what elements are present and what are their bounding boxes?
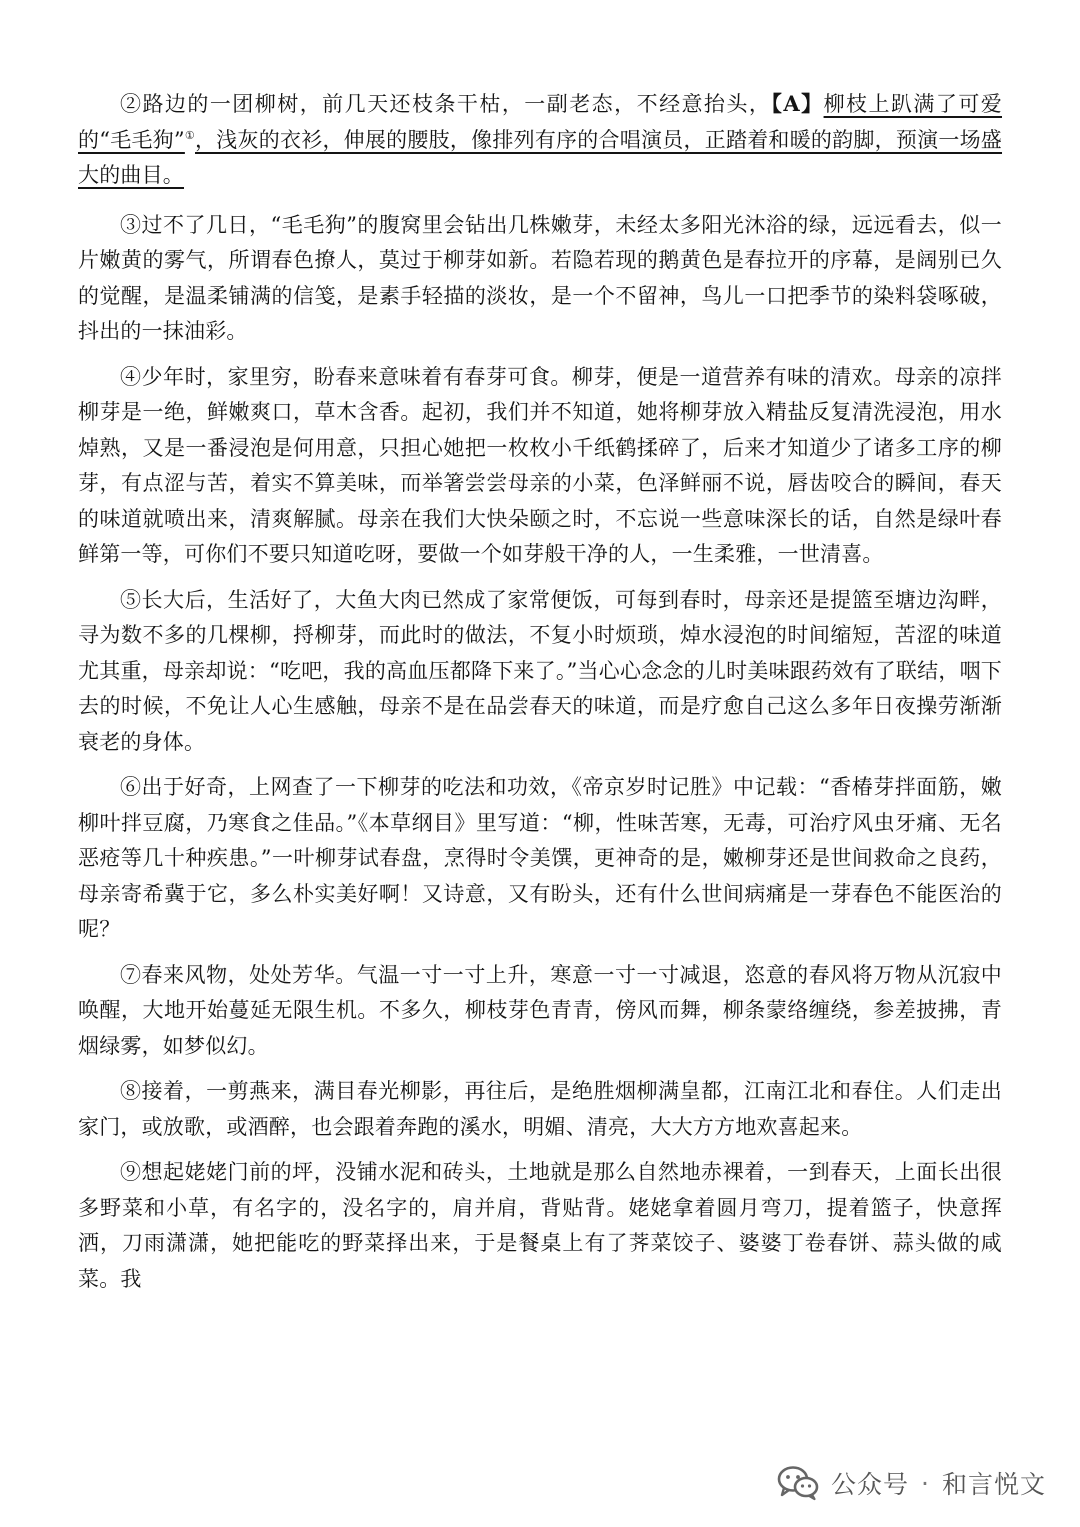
paragraph-number: ⑥ (120, 775, 142, 799)
paragraph-number: ⑦ (120, 962, 142, 987)
underlined-sentence: 柳枝上趴满了可爱的“毛毛狗” (78, 92, 1002, 152)
paragraph-number: ⑧ (120, 1079, 142, 1103)
paragraph-text: 春来风物，处处芳华。气温一寸一寸上升，寒意一寸一寸减退，恣意的春风将万物从沉寂中唤醒，大地开始蔓延无限生机。不多久，柳枝芽色青青，傍风而舞，柳条蒙络缠绕，参差披拂，青烟绿雾，如梦似幻。 (78, 962, 1003, 1058)
paragraph-text: 过不了几日，“毛毛狗”的腹窝里会钻出几株嫩芽，未经太多阳光沐浴的绿，远远看去，似一片嫩黄的雾气，所谓春色撩人，莫过于柳芽如新。若隐若现的鹅黄色是春拉开的序幕，是阔别已久的觉醒，是温柔铺满的信笺，是素手轻描的淡妆，是一个不留神，鸟儿一口把季节的染料袋啄破，抖出的一抹油彩。 (78, 212, 1002, 343)
paragraph-7 (78, 958, 1002, 1065)
underlined-sentence-continued: ，浅灰的衣衫，伸展的腰肢，像排列有序的合唱演员，正踏着和暖的韵脚，预演一场盛大的曲目。 (78, 127, 1003, 187)
watermark-separator: · (921, 1468, 930, 1498)
paragraph-2 (78, 86, 1002, 194)
paragraph-text: 出于好奇，上网查了一下柳芽的吃法和功效，《帝京岁时记胜》中记载：“香椿芽拌面筋，嫩柳叶拌豆腐，乃寒食之佳品。”《本草纲目》里写道：“柳，性味苦寒，无毒，可治疗风虫牙痛、无名恶疮等几十种疾患。”一叶柳芽试春盘，烹得时令美馔，更神奇的是，嫩柳芽还是世间救命之良药，母亲寄希冀于它，多么朴实美好啊！又诗意，又有盼头，还有什么世间病痛是一芽春色不能医治的呢？ (78, 775, 1003, 941)
wechat-icon (777, 1465, 819, 1501)
paragraph-number: ⑤ (120, 587, 142, 612)
paragraph-number: ④ (120, 364, 142, 389)
watermark-label: 公众号 (831, 1470, 910, 1499)
paragraph-text: 接着，一剪燕来，满目春光柳影，再往后，是绝胜烟柳满皇都，江南江北和春住。人们走出家门，或放歌，或酒醉，也会跟着奔跑的溪水，明媚、清亮，大大方方地欢喜起来。 (78, 1079, 1003, 1139)
paragraph-8 (78, 1074, 1002, 1145)
paragraph-5 (78, 583, 1002, 761)
paragraph-text: 想起姥姥门前的坪，没铺水泥和砖头，土地就是那么自然地赤裸着，一到春天，上面长出很多野菜和小草，有名字的，没名字的，肩并肩，背贴背。姥姥拿着圆月弯刀，提着篮子，快意挥洒，刀雨潇潇，她把能吃的野菜择出来，于是餐桌上有了荠菜饺子、婆婆丁卷春饼、蒜头做的咸菜。我 (78, 1160, 1003, 1291)
paragraph-4 (78, 360, 1002, 573)
annotation-marker-a: 【A】 (771, 91, 824, 116)
paragraph-text: 长大后，生活好了，大鱼大肉已然成了家常便饭，可每到春时，母亲还是提篮至塘边沟畔，寻为数不多的几棵柳，捋柳芽，而此时的做法，不复小时烦琐，焯水浸泡的时间缩短，苦涩的味道尤其重，母亲却说：“吃吧，我的高血压都降下来了。”当心心念念的儿时美味跟药效有了联结，咽下去的时候，不免让人心生感触，母亲不是在品尝春天的味道，而是疗愈自己这么多年日夜操劳渐渐衰老的身体。 (78, 587, 1003, 754)
paragraph-number: ⑨ (120, 1160, 142, 1184)
paragraph-3 (78, 208, 1002, 350)
paragraph-text: 少年时，家里穷，盼春来意味着有春芽可食。柳芽，便是一道营养有味的清欢。母亲的凉拌柳芽是一绝，鲜嫩爽口，草木含香。起初，我们并不知道，她将柳芽放入精盐反复清洗浸泡，用水焯熟，又是一番浸泡是何用意，只担心她把一枚枚小千纸鹤揉碎了，后来才知道少了诸多工序的柳芽，有点涩与苦，着实不算美味，而举箸尝尝母亲的小菜，色泽鲜丽不说，唇齿咬合的瞬间，春天的味道就喷出来，清爽解腻。母亲在我们大快朵颐之时，不忘说一些意味深长的话，自然是绿叶春鲜第一等，可你们不要只知道吃呀，要做一个如芽般干净的人，一生柔雅，一世清喜。 (78, 364, 1003, 566)
paragraph-number: ② (120, 92, 143, 116)
footnote-marker: ① (184, 128, 196, 142)
paragraph-9 (78, 1155, 1002, 1297)
paragraph-6 (78, 770, 1002, 948)
wechat-account-watermark (777, 1463, 1046, 1503)
paragraph-text: 路边的一团柳树，前几天还枝条干枯，一副老态，不经意抬头， (142, 92, 772, 116)
paragraph-number: ③ (120, 212, 142, 237)
watermark-account-name: 和言悦文 (941, 1470, 1046, 1499)
article-body (78, 86, 1002, 1307)
